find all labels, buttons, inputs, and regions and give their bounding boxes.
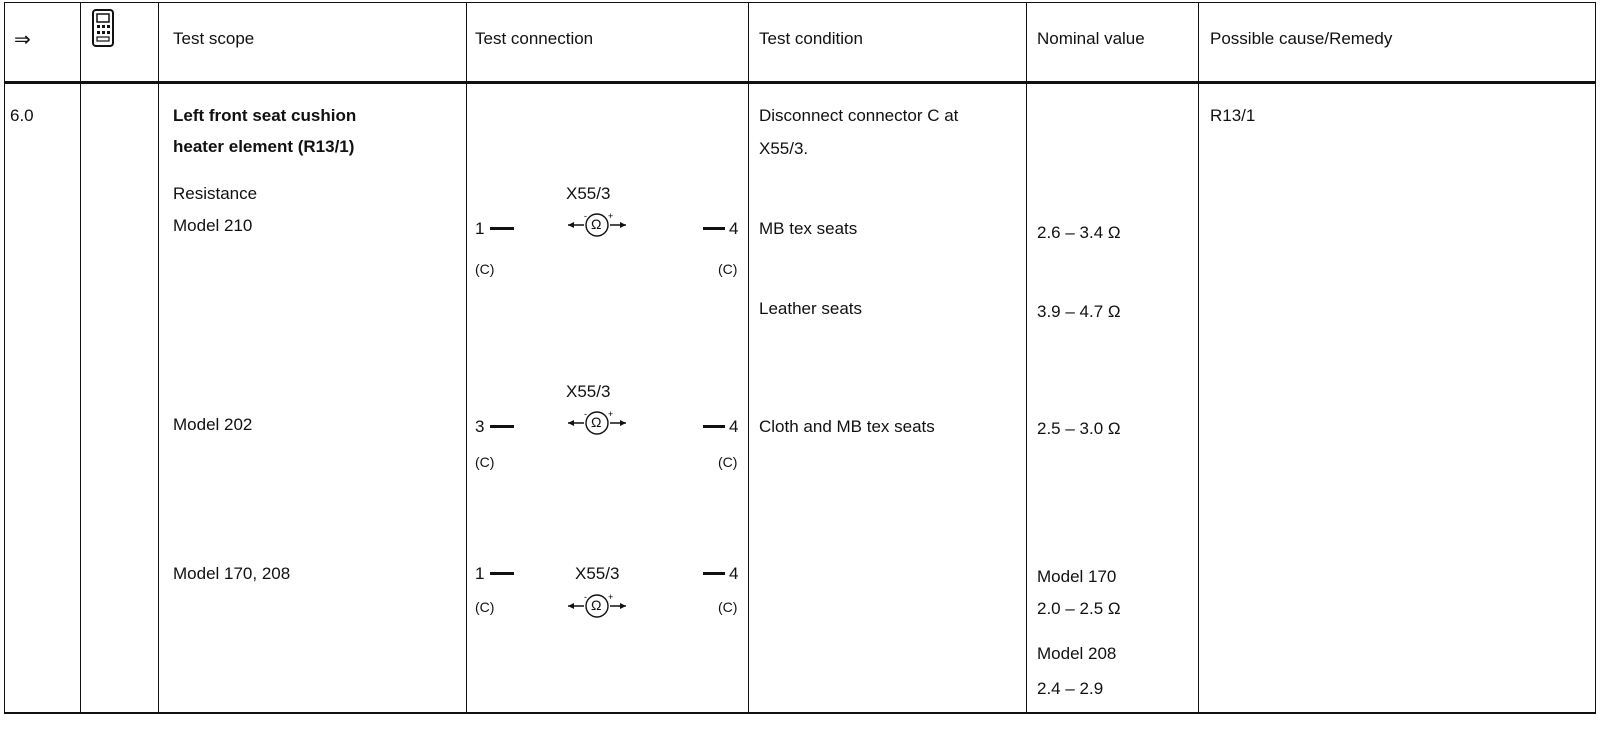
svg-text:-: - [584, 593, 587, 602]
right-pin: 4 [729, 417, 739, 436]
scope-title-line1: Left front seat cushion [173, 106, 357, 125]
nominal-208-value: 2.4 – 2.9 [1037, 679, 1104, 698]
right-pin: 4 [729, 564, 739, 583]
meter-omega: Ω [591, 414, 602, 430]
header-test-connection: Test connection [475, 29, 594, 48]
nominal-210-leather: 3.9 – 4.7 Ω [1037, 302, 1121, 321]
meter-omega: Ω [591, 597, 602, 613]
condition-mb-tex: MB tex seats [759, 219, 858, 238]
column-divider-1 [80, 2, 81, 713]
left-pin-sub: (C) [475, 454, 495, 470]
right-pin-lead [703, 572, 725, 575]
scope-model-170-208: Model 170, 208 [173, 564, 291, 583]
right-pin-sub: (C) [718, 261, 738, 277]
left-pin: 3 [475, 417, 485, 436]
remedy-r13-1: R13/1 [1210, 106, 1256, 125]
column-divider-4 [748, 2, 749, 713]
table-border-left [4, 2, 5, 713]
step-number: 6.0 [10, 106, 34, 125]
connector-label: X55/3 [566, 382, 611, 401]
left-pin: 1 [475, 564, 485, 583]
scope-model-210: Model 210 [173, 216, 253, 235]
header-test-condition: Test condition [759, 29, 863, 48]
right-pin: 4 [729, 219, 739, 238]
arrow-header: ⇒ [14, 29, 31, 51]
scope-resistance: Resistance [173, 184, 258, 203]
svg-text:+: + [608, 593, 614, 602]
nominal-170-label: Model 170 [1037, 567, 1117, 586]
header-test-scope: Test scope [173, 29, 255, 48]
svg-text:+: + [608, 410, 614, 419]
header-nominal-value: Nominal value [1037, 29, 1145, 48]
tester-icon [90, 8, 116, 51]
column-divider-5 [1026, 2, 1027, 713]
header-cause-remedy: Possible cause/Remedy [1210, 29, 1393, 48]
column-divider-6 [1198, 2, 1199, 713]
nominal-170-value: 2.0 – 2.5 Ω [1037, 599, 1121, 618]
left-pin-lead [490, 227, 514, 230]
left-pin-sub: (C) [475, 599, 495, 615]
condition-disconnect-line2: X55/3. [759, 139, 809, 158]
meter-omega: Ω [591, 216, 602, 232]
table-border-bottom [4, 712, 1596, 714]
connector-label: X55/3 [575, 564, 620, 583]
column-divider-3 [466, 2, 467, 713]
table-border-top [4, 2, 1596, 3]
right-pin-lead [703, 425, 725, 428]
condition-leather: Leather seats [759, 299, 863, 318]
scope-model-202: Model 202 [173, 415, 253, 434]
table-border-right [1595, 2, 1596, 713]
nominal-210-mb-tex: 2.6 – 3.4 Ω [1037, 223, 1121, 242]
scope-title-line2: heater element (R13/1) [173, 137, 355, 156]
left-pin: 1 [475, 219, 485, 238]
right-pin-sub: (C) [718, 599, 738, 615]
left-pin-lead [490, 425, 514, 428]
right-pin-lead [703, 227, 725, 230]
svg-text:+: + [608, 212, 614, 221]
left-pin-lead [490, 572, 514, 575]
condition-disconnect-line1: Disconnect connector C at [759, 106, 959, 125]
left-pin-sub: (C) [475, 261, 495, 277]
svg-text:-: - [584, 212, 587, 221]
header-divider [4, 81, 1596, 84]
nominal-202: 2.5 – 3.0 Ω [1037, 419, 1121, 438]
condition-cloth-mb-tex: Cloth and MB tex seats [759, 417, 935, 436]
svg-text:-: - [584, 410, 587, 419]
right-pin-sub: (C) [718, 454, 738, 470]
column-divider-2 [158, 2, 159, 713]
connector-label: X55/3 [566, 184, 611, 203]
nominal-208-label: Model 208 [1037, 644, 1117, 663]
